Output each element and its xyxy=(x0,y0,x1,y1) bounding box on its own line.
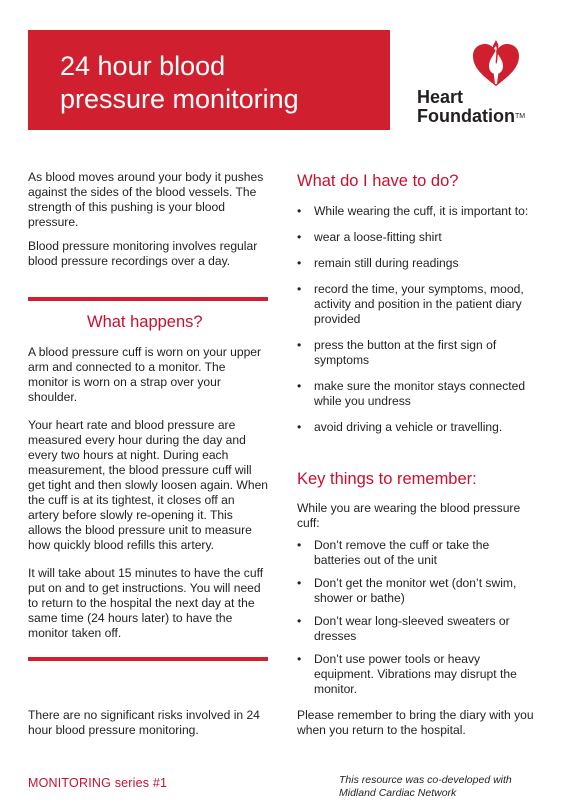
what-happens-paragraph-3: It will take about 15 minutes to have the cuff put on and to get instructions. You will need to return to the hospital the next day at the same time (24 hours later) to have the monitor taken off. xyxy=(28,566,264,640)
credit-note xyxy=(339,774,512,800)
section-divider xyxy=(28,657,268,661)
what-happens-section xyxy=(28,345,268,641)
list-item: • wear a loose-fitting shirt xyxy=(297,230,542,245)
what-do-heading: What do I have to do? xyxy=(297,172,459,190)
list-item: • make sure the monitor stays connected while you undress xyxy=(297,379,542,409)
title-banner xyxy=(28,30,390,130)
closing-note: Please remember to bring the diary with you when you return to the hospital. xyxy=(297,708,534,737)
page-title xyxy=(60,50,380,116)
intro-paragraph-2: Blood pressure monitoring involves regular blood pressure recordings over a day. xyxy=(28,239,258,268)
intro-section xyxy=(28,170,268,269)
heart-torch-icon xyxy=(471,40,521,88)
list-item: • Don’t wear long-sleeved sweaters or dresses xyxy=(297,614,537,644)
risks-text: There are no significant risks involved in 24 hour blood pressure monitoring. xyxy=(28,708,260,737)
section-divider xyxy=(28,297,268,301)
list-item: • avoid driving a vehicle or travelling. xyxy=(297,420,542,435)
list-item: • While wearing the cuff, it is important to: xyxy=(297,204,542,219)
title-line-2: pressure monitoring xyxy=(60,84,299,114)
credit-line-1: This resource was co-developed with xyxy=(339,774,512,786)
what-happens-paragraph-1: A blood pressure cuff is worn on your upper arm and connected to a monitor. The monitor is worn on a strap over your shoulder. xyxy=(28,345,262,404)
what-happens-heading: What happens? xyxy=(87,313,203,331)
heart-foundation-logo xyxy=(413,40,543,132)
key-things-intro: While you are wearing the blood pressure cuff: xyxy=(297,501,521,530)
logo-word-foundation: Foundation xyxy=(417,106,515,126)
trademark-mark: TM xyxy=(514,113,526,120)
title-line-1: 24 hour blood xyxy=(60,51,226,81)
credit-line-2: Midland Cardiac Network xyxy=(339,787,457,799)
list-item: • remain still during readings xyxy=(297,256,542,271)
list-item: • Don’t remove the cuff or take the batteries out of the unit xyxy=(297,538,537,568)
what-do-list xyxy=(297,204,542,435)
intro-paragraph-1: As blood moves around your body it pushes against the sides of the blood vessels. The strength of this pushing is your blood pressure. xyxy=(28,170,264,229)
list-item: • record the time, your symptoms, mood, activity and position in the patient diary provided xyxy=(297,282,542,327)
what-happens-paragraph-2: Your heart rate and blood pressure are measured every hour during the day and every two hours at night. During each measurement, the blood pressure cuff will get tight and then slowly loosen again. When the cuff is at its tightest, it closes off an artery before slowly re-opening it. This allows the blood pressure unit to measure how quickly blood refills this artery. xyxy=(28,418,269,552)
list-item: • Don’t get the monitor wet (don’t swim, shower or bathe) xyxy=(297,576,537,606)
series-label: MONITORING series #1 xyxy=(28,776,168,790)
logo-wordmark xyxy=(417,88,525,126)
key-things-list xyxy=(297,538,537,697)
logo-word-heart: Heart xyxy=(417,87,464,107)
list-item: • Don’t use power tools or heavy equipment. Vibrations may disrupt the monitor. xyxy=(297,652,537,697)
key-things-heading: Key things to remember: xyxy=(297,470,477,488)
list-item: • press the button at the first sign of symptoms xyxy=(297,338,542,368)
